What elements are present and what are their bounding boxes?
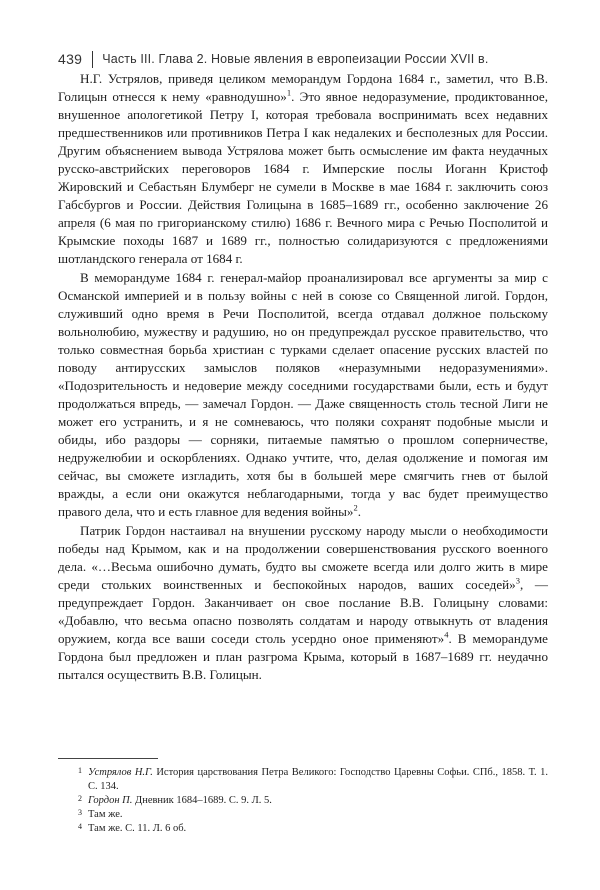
footnote-reference[interactable]: 4 bbox=[444, 629, 449, 640]
header-divider bbox=[92, 51, 93, 68]
body-paragraph bbox=[58, 522, 548, 684]
paragraph-text: , — предупреждает Гордон. Заканчивает он свое послание В.В. Голицыну словами: «Добавлю, что весьма опасно позволять солдатам и народу отвыкнуть от владения оружием, когда все ваши соседи столь усердно оное применяют» bbox=[58, 577, 548, 646]
footnote-text: Дневник 1684–1689. С. 9. Л. 5. bbox=[132, 795, 272, 806]
body-paragraph bbox=[58, 70, 548, 268]
paragraph-text: . bbox=[357, 504, 361, 519]
footnote-author: Устрялов Н.Г. bbox=[88, 767, 153, 778]
running-title: Часть III. Глава 2. Новые явления в европеизации России XVII в. bbox=[102, 52, 489, 66]
footnote-text: Там же. С. 11. Л. 6 об. bbox=[88, 823, 187, 834]
footnote bbox=[58, 766, 548, 794]
footnote-number: 2 bbox=[78, 794, 82, 803]
footnote bbox=[58, 808, 548, 822]
footnote-number: 4 bbox=[78, 822, 82, 831]
footnote bbox=[58, 822, 548, 836]
body-paragraph bbox=[58, 269, 548, 521]
page-number: 439 bbox=[58, 51, 83, 67]
footnote-reference[interactable]: 1 bbox=[286, 87, 292, 98]
paragraph-text: В меморандуме 1684 г. генерал-майор проанализировал все аргументы за мир с Османской империей и в пользу войны с ней в союзе со Священной лигой. Гордон, служивший одно время в Речи Посполитой, всегда отдавал должное польскому вольнолюбию, мужеству и радушию, но он предупреждал русское правительство, что только совместная борьба христиан с турками сделает опасение русских властей по поводу антирусских замыслов поляков «неразумными недоразумениями». «Подозрительность и недоверие между соседними государствами были, есть и будут продолжаться впредь, — замечал Гордон. — Даже священность столь тесной Лиги не может его устранить, и я не сомневаюсь, что поляки сохранят подобные мысли и обиды, ибо раздоры — сорняки, питаемые памятью о прошлом соперничестве, недружелюбии и оскорблениях. Однако учтите, что, делая одолжение и помогая им сейчас, вы сможете изгладить, хотя бы в большей мере смягчить гнев от былой вражды, а если они окажутся неблагодарными, тогда у вас будет преимущество правого дела, что и есть главное для ведения войны» bbox=[58, 270, 548, 519]
footnote-number: 3 bbox=[78, 808, 82, 817]
paragraph-text: . Это явное недоразумение, продиктованное, внушенное апологетикой Петру I, которая требовала воспринимать всех недавних предшественников или противников Петра I как недалеких и бесполезных для России. Другим объяснением вывода Устрялова может быть осмысление им факта неудачных русско-австрийских переговоров 1684 г. Имперские послы Иоганн Кристоф Жировский и Себастьян Блумберг не сумели в Москве в мае 1684 г. заключить союз Габсбургов и России. Действия Голицына в 1685–1689 гг., особенно заключение 26 апреля (6 мая по григорианскому стилю) 1686 г. Вечного мира с Речью Посполитой и Крымские походы 1687 и 1689 гг., полностью солидаризуются с предложениями шотландского генерала от 1684 г. bbox=[58, 89, 548, 266]
footnote bbox=[58, 794, 548, 808]
footnote-reference[interactable]: 3 bbox=[515, 575, 520, 586]
footnote-author: Гордон П. bbox=[88, 795, 133, 806]
footnote-number: 1 bbox=[78, 766, 82, 775]
footnote-text: История царствования Петра Великого: Господство Царевны Софьи. СПб., 1858. Т. 1. С. 134. bbox=[88, 767, 548, 792]
page-header bbox=[58, 48, 488, 70]
footnote-rule bbox=[58, 758, 158, 759]
paragraph-text: Н.Г. Устрялов, приведя целиком меморандум Гордона 1684 г., заметил, что В.В. Голицын отнесся к нему «равнодушно» bbox=[58, 71, 548, 104]
footnote-text: Там же. bbox=[88, 809, 123, 820]
footnote-reference[interactable]: 2 bbox=[353, 502, 358, 513]
footnotes bbox=[58, 766, 548, 836]
paragraph-text: Патрик Гордон настаивал на внушении русскому народу мысли о необходимости победы над Крымом, как и на продолжении совершенствования русского военного дела. «…Весьма ошибочно думать, будто вы сможете всегда или долго жить в мире среди стольких воинственных и беспокойных народов, ваших соседей» bbox=[58, 523, 548, 592]
paragraph-text: . В меморандуме Гордона был предложен и план разгрома Крыма, который в 1687–1689 гг. неудачно пытался осуществить В.В. Голицын. bbox=[58, 631, 548, 682]
main-text bbox=[58, 70, 548, 684]
